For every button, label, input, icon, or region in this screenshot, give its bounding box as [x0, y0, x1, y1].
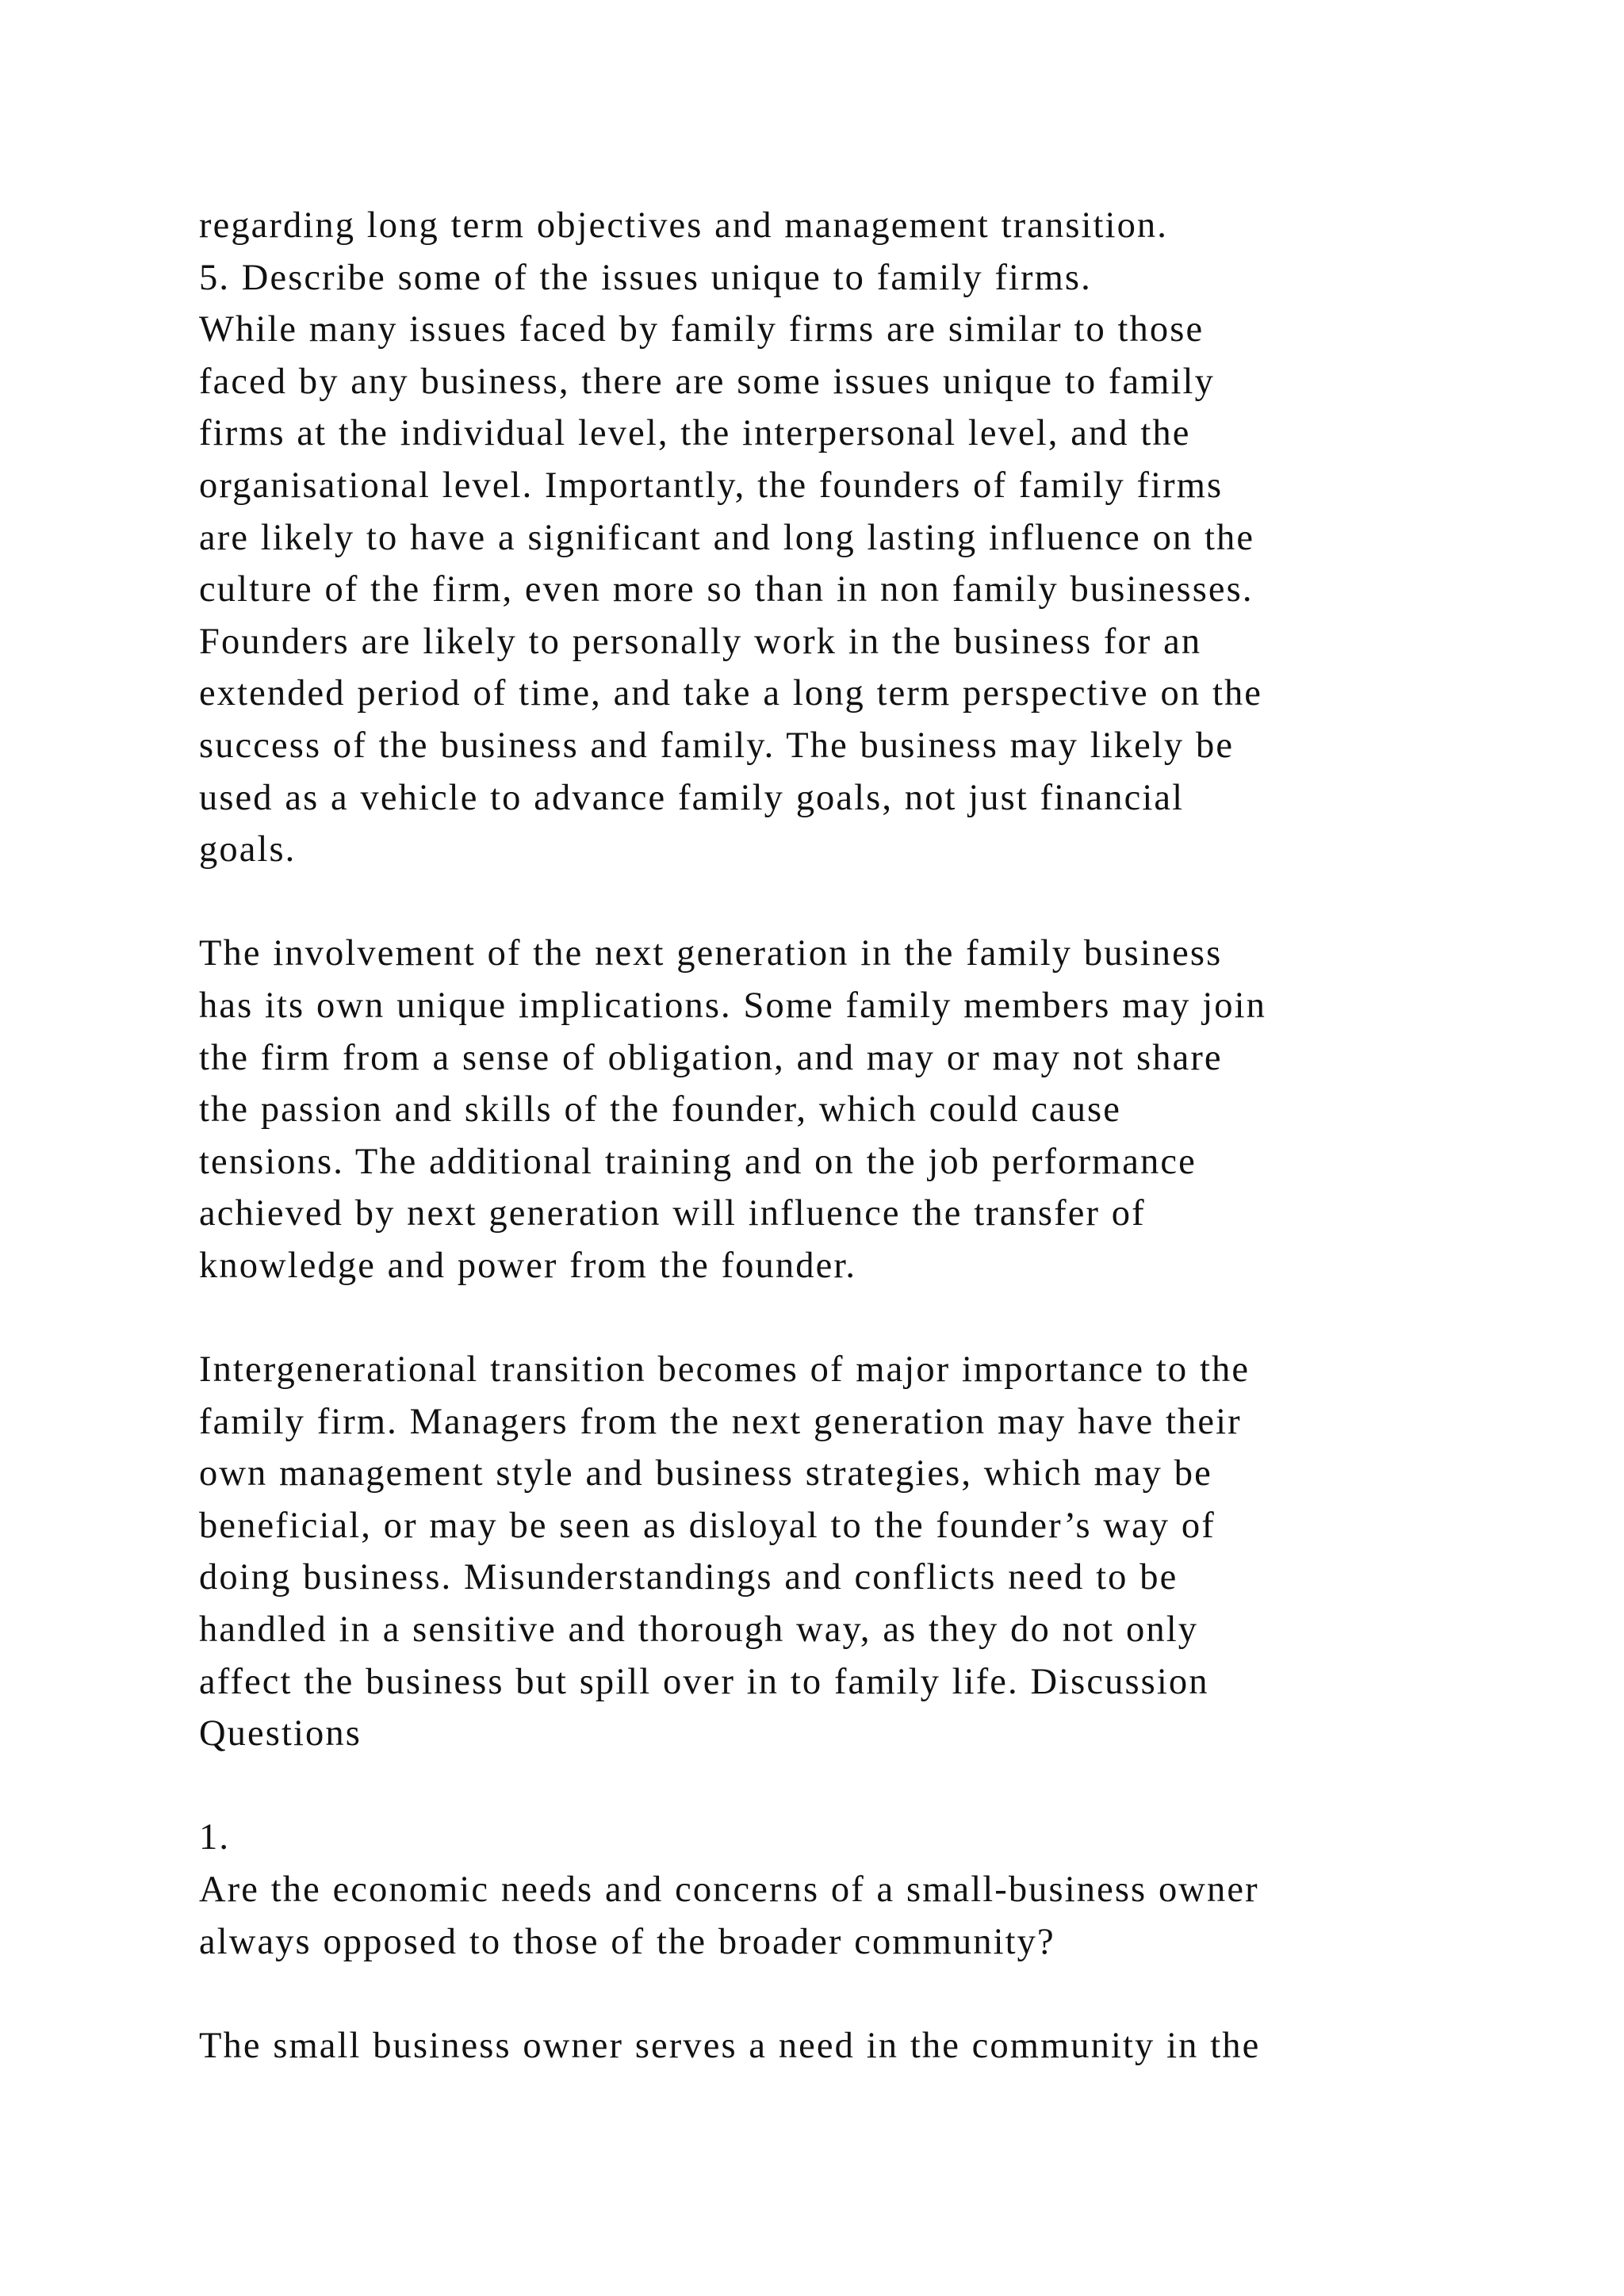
text-line: achieved by next generation will influence the transfer of [199, 1193, 1146, 1234]
text-line: Intergenerational transition becomes of major importance to the [199, 1349, 1251, 1391]
text-line: has its own unique implications. Some family members may join [199, 985, 1266, 1026]
text-line: doing business. Misunderstandings and conflicts need to be [199, 1557, 1178, 1598]
text-line: goals. [199, 829, 297, 871]
text-line: handled in a sensitive and thorough way, as they do not only [199, 1609, 1199, 1651]
text-line: knowledge and power from the founder. [199, 1245, 857, 1286]
text-line: 5. Describe some of the issues unique to family firms. [199, 257, 1092, 298]
blank-line [199, 1968, 1618, 2020]
text-line: The small business owner serves a need in the community in the [199, 2025, 1261, 2066]
text-line: Are the economic needs and concerns of a small-business owner [199, 1869, 1259, 1910]
text-line: While many issues faced by family firms are similar to those [199, 309, 1205, 350]
text-line: own management style and business strategies, which may be [199, 1453, 1212, 1494]
text-line: 1. [199, 1817, 231, 1858]
text-line: success of the business and family. The business may likely be [199, 725, 1235, 766]
text-line: family firm. Managers from the next generation may have their [199, 1401, 1242, 1442]
document-body [199, 200, 1618, 2072]
text-line: always opposed to those of the broader community? [199, 1921, 1055, 1962]
text-line: extended period of time, and take a long term perspective on the [199, 673, 1263, 714]
text-line: affect the business but spill over in to family life. Discussion [199, 1661, 1209, 1702]
text-line: firms at the individual level, the interpersonal level, and the [199, 413, 1191, 454]
text-line: tensions. The additional training and on the job performance [199, 1141, 1197, 1182]
text-line: the passion and skills of the founder, which could cause [199, 1089, 1121, 1131]
text-line: The involvement of the next generation in the family business [199, 933, 1223, 974]
text-line: beneficial, or may be seen as disloyal to the founder’s way of [199, 1505, 1216, 1546]
text-line: Questions [199, 1713, 362, 1755]
text-line: used as a vehicle to advance family goals, not just financial [199, 777, 1185, 818]
text-line: organisational level. Importantly, the founders of family firms [199, 465, 1224, 506]
text-line: the firm from a sense of obligation, and may or may not share [199, 1037, 1223, 1078]
blank-line [199, 876, 1618, 928]
text-line: faced by any business, there are some issues unique to family [199, 361, 1215, 402]
blank-line [199, 1292, 1618, 1344]
text-line: regarding long term objectives and management transition. [199, 205, 1168, 246]
text-line: Founders are likely to personally work in the business for an [199, 621, 1202, 662]
text-line: are likely to have a significant and long lasting influence on the [199, 517, 1255, 558]
text-line: culture of the firm, even more so than in non family businesses. [199, 569, 1254, 610]
blank-line [199, 1760, 1618, 1812]
